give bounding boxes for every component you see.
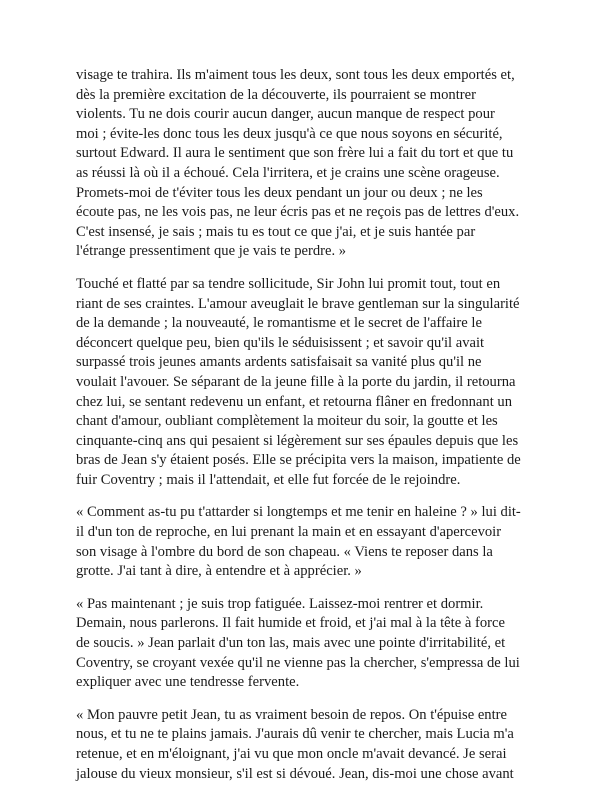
paragraph-4 [76,595,528,693]
text-line: Promets-moi de t'éviter tous les deux pendant un jour ou deux ; ne les [76,184,483,201]
text-line: cinquante-cinq ans qui pesaient si légèrement sur ses épaules depuis que les [76,432,519,449]
text-line: de la demande ; la nouveauté, le romantisme et le secret de l'affaire le [76,315,482,332]
text-line: l'étrange pressentiment que je vais te perdre. » [76,243,347,260]
text-line: Demain, nous parlerons. Il fait humide et froid, et j'ai mal à la tête à force [76,615,505,632]
text-line: de soucis. » Jean parlait d'un ton las, mais avec une pointe d'irritabilité, et [76,635,506,652]
text-line: il d'un ton de reproche, en lui prenant la main et en essayant d'apercevoir [76,524,502,541]
text-line: C'est insensé, je sais ; mais tu es tout ce que j'ai, et je suis hantée par [76,223,476,240]
text-line: son visage à l'ombre du bord de son chapeau. « Viens te reposer dans la [76,543,493,560]
text-line: expliquer avec une tendresse fervente. [76,674,300,691]
text-line: « Pas maintenant ; je suis trop fatiguée. Laissez-moi rentrer et dormir. [76,595,484,612]
text-line: bras de Jean s'y étaient posés. Elle se précipita vers la maison, impatiente de [76,452,521,469]
text-line: Coventry, se croyant vexée qu'il ne vienne pas la chercher, s'empressa de lui [76,654,520,671]
text-line: visage te trahira. Ils m'aiment tous les deux, sont tous les deux emportés et, [76,67,515,83]
text-line: fuir Coventry ; mais il l'attendait, et elle fut forcée de le rejoindre. [76,471,461,488]
text-line: nous, et tu ne te plains jamais. J'aurais dû venir te chercher, mais Lucia m'a [76,726,514,743]
text-line: jalouse du vieux monsieur, s'il est si dévoué. Jean, dis-moi une chose avant [76,765,514,782]
paragraph-2 [76,275,528,491]
text-line: voulait l'avouer. Se séparant de la jeune fille à la porte du jardin, il retourna [76,373,516,390]
text-line: violents. Tu ne dois courir aucun danger, aucun manque de respect pour [76,106,495,123]
text-line: retenue, et en m'éloignant, j'ai vu que mon oncle m'avait devancé. Je serai [76,746,507,762]
text-line: chez lui, se sentant redevenu un enfant, et retourna flâner en fredonnant un [76,393,513,410]
text-line: surpassé trois jeunes amants ardents satisfaisait sa vanité plus qu'il ne [76,354,482,371]
paragraph-5 [76,706,528,784]
text-line: déconcert quelque peu, bien qu'ils le séduisissent ; et savoir qu'il avait [76,334,485,351]
text-line: riant de ses craintes. L'amour aveuglait le brave gentleman sur la singularité [76,295,520,312]
text-line: as réussi là où il a échoué. Cela l'irritera, et je crains une scène orageuse. [76,164,500,181]
document-page [76,66,528,797]
text-line: moi ; évite-les donc tous les deux jusqu'à ce que nous soyons en sécurité, [76,125,503,142]
text-line: surtout Edward. Il aura le sentiment que son frère lui a fait du tort et que tu [76,145,514,162]
text-line: « Comment as-tu pu t'attarder si longtemps et me tenir en haleine ? » lui dit- [76,504,521,521]
paragraph-1 [76,66,528,262]
text-line: chant d'amour, oubliant complètement la moiteur du soir, la goutte et les [76,413,498,430]
text-line: écoute pas, ne les vois pas, ne leur écris pas et ne reçois pas de lettres d'eux. [76,204,520,221]
text-line: « Mon pauvre petit Jean, tu as vraiment besoin de repos. On t'épuise entre [76,706,508,723]
text-line: Touché et flatté par sa tendre sollicitude, Sir John lui promit tout, tout en [76,275,501,292]
text-line: grotte. J'ai tant à dire, à entendre et à apprécier. » [76,563,362,580]
paragraph-3 [76,503,528,581]
text-line: dès la première excitation de la découverte, ils pourraient se montrer [76,86,476,103]
